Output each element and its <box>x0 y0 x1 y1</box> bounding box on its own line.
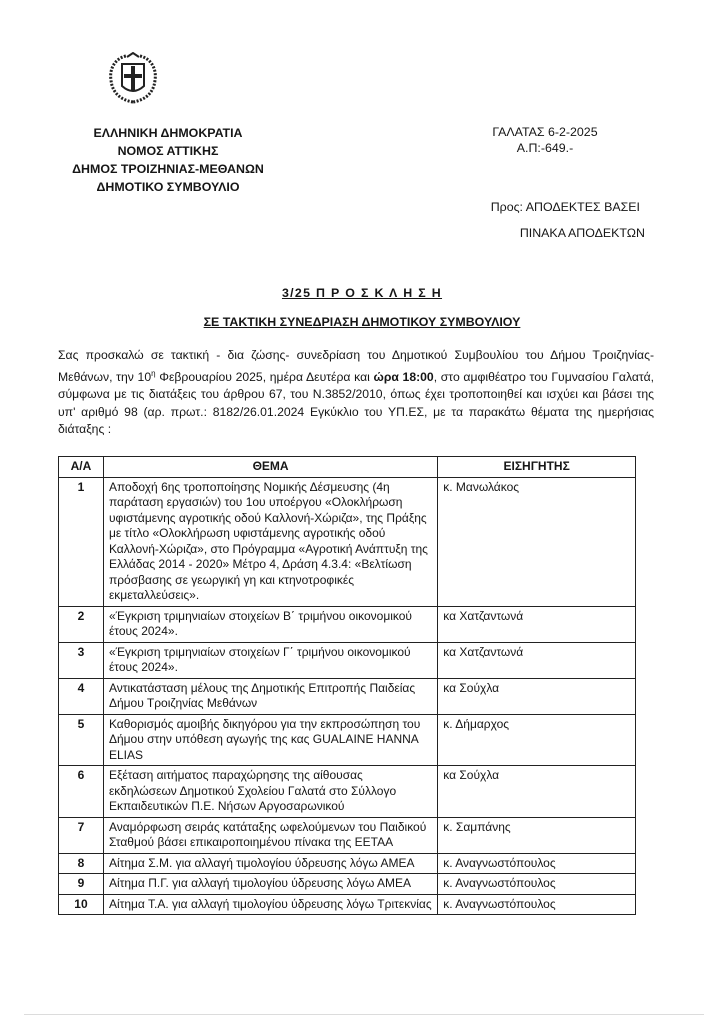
table-row <box>59 678 636 714</box>
item-reporter: κα Σούχλα <box>438 766 636 818</box>
intro-text: , στο αμφιθέατρο του Γυμνασίου Γαλατά, σύμφωνα με τις διατάξεις του άρθρου 67, του Ν.3852/2010, όπως έχει τροποποιηθεί και ισχύει και βάσει της υπ' αριθμό 98 (αρ. πρωτ.: 8182/26.01.2024 Εγκύκλιο του ΥΠ.ΕΣ, με τα παρακάτω θέματα της ημερήσιας διάταξης : <box>58 369 654 437</box>
issuer-line: ΝΟΜΟΣ ΑΤΤΙΚΗΣ <box>117 144 219 158</box>
document-subtitle: ΣΕ ΤΑΚΤΙΚΗ ΣΥΝΕΔΡΙΑΣΗ ΔΗΜΟΤΙΚΟΥ ΣΥΜΒΟΥΛΙΟΥ <box>203 315 521 329</box>
page-edge-divider <box>24 1014 704 1015</box>
item-number: 7 <box>59 817 104 853</box>
item-number: 1 <box>59 477 104 606</box>
column-header-topic: ΘΕΜΑ <box>103 457 437 478</box>
item-reporter: κα Χατζαντωνά <box>438 642 636 678</box>
item-topic: «Έγκριση τριμηνιαίων στοιχείων Β΄ τριμήνου οικονομικού έτους 2024». <box>103 606 437 642</box>
intro-superscript: η <box>151 368 156 378</box>
table-row <box>59 714 636 766</box>
item-reporter: κ. Σαμπάνης <box>438 817 636 853</box>
column-header-number: Α/Α <box>59 457 104 478</box>
item-topic: Αίτημα Π.Γ. για αλλαγή τιμολογίου ύδρευσης λόγω ΑΜΕΑ <box>103 874 437 895</box>
item-number: 5 <box>59 714 104 766</box>
item-number: 3 <box>59 642 104 678</box>
table-row <box>59 766 636 818</box>
table-row <box>59 642 636 678</box>
agenda-table <box>58 456 636 915</box>
item-reporter: κ. Αναγνωστόπουλος <box>438 894 636 915</box>
item-reporter: κ. Αναγνωστόπουλος <box>438 853 636 874</box>
table-row <box>59 894 636 915</box>
recipient-line: Προς: ΑΠΟΔΕΚΤΕΣ ΒΑΣΕΙ <box>490 200 640 214</box>
issuer-line: ΕΛΛΗΝΙΚΗ ΔΗΜΟΚΡΑΤΙΑ <box>93 126 243 140</box>
table-row <box>59 874 636 895</box>
issuer-block <box>58 124 278 196</box>
protocol-number: Α.Π:-649.- <box>516 141 574 155</box>
recipient-line: ΠΙΝΑΚΑ ΑΠΟΔΕΚΤΩΝ <box>519 226 645 240</box>
table-row <box>59 477 636 606</box>
item-topic: Αναμόρφωση σειράς κατάταξης ωφελούμενων του Παιδικού Σταθμού βάσει επικαιροποιημένου πίνακα της ΕΕΤΑΑ <box>103 817 437 853</box>
item-reporter: κ. Αναγνωστόπουλος <box>438 874 636 895</box>
document-title: 3/25 Π Ρ Ο Σ Κ Λ Η Σ Η <box>281 286 443 300</box>
date-line: ΓΑΛΑΤΑΣ 6-2-2025 <box>492 125 598 139</box>
item-topic: Εξέταση αιτήματος παραχώρησης της αίθουσας εκδηλώσεων Δημοτικού Σχολείου Γαλατά στο Σύλλογο Εκπαιδευτικών Π.Ε. Νήσων Αργοσαρωνικού <box>103 766 437 818</box>
item-reporter: κα Σούχλα <box>438 678 636 714</box>
meeting-time: ώρα 18:00 <box>373 369 434 384</box>
item-number: 9 <box>59 874 104 895</box>
intro-paragraph <box>58 347 654 439</box>
intro-text: Σας προσκαλώ σε τακτική - δια ζώσης- συνεδρίαση του Δημοτικού Συμβουλίου του Δήμου Τροιζηνίας-Μεθάνων, την 10 <box>58 348 654 384</box>
issuer-line: ΔΗΜΟΤΙΚΟ ΣΥΜΒΟΥΛΙΟ <box>96 180 240 194</box>
item-number: 10 <box>59 894 104 915</box>
intro-text: Φεβρουαρίου 2025, ημέρα Δευτέρα και <box>155 369 374 384</box>
item-number: 6 <box>59 766 104 818</box>
hellenic-republic-emblem <box>108 52 158 104</box>
table-row <box>59 853 636 874</box>
table-row <box>59 606 636 642</box>
item-topic: Αίτημα Τ.Α. για αλλαγή τιμολογίου ύδρευσης λόγω Τριτεκνίας <box>103 894 437 915</box>
item-topic: Αντικατάσταση μέλους της Δημοτικής Επιτροπής Παιδείας Δήμου Τροιζηνίας Μεθάνων <box>103 678 437 714</box>
item-topic: «Έγκριση τριμηνιαίων στοιχείων Γ΄ τριμήνου οικονομικού έτους 2024». <box>103 642 437 678</box>
item-number: 2 <box>59 606 104 642</box>
item-topic: Αίτημα Σ.Μ. για αλλαγή τιμολογίου ύδρευσης λόγω ΑΜΕΑ <box>103 853 437 874</box>
item-topic: Αποδοχή 6ης τροποποίησης Νομικής Δέσμευσης (4η παράταση εργασιών) του 1ου υποέργου «Ολοκλήρωση υφιστάμενης αγροτικής οδού Καλλονή-Χώριζα», της Πράξης με τίτλο «Ολοκλήρωση υφιστάμενης αγροτικής οδού Καλλονή-Χώριζα», στο Πρόγραμμα «Αγροτική Ανάπτυξη της Ελλάδας 2014 - 2020» Μέτρο 4, Δράση 4.3.4: «Βελτίωση πρόσβασης σε γεωργική γη και κτηνοτροφικές εκμεταλλεύσεις». <box>103 477 437 606</box>
item-number: 4 <box>59 678 104 714</box>
agenda-table-body <box>59 477 636 915</box>
item-reporter: κ. Μανωλάκος <box>438 477 636 606</box>
issuer-line: ΔΗΜΟΣ ΤΡΟΙΖΗΝΙΑΣ-ΜΕΘΑΝΩΝ <box>72 162 264 176</box>
item-number: 8 <box>59 853 104 874</box>
table-row <box>59 817 636 853</box>
table-header-row <box>59 457 636 478</box>
item-reporter: κ. Δήμαρχος <box>438 714 636 766</box>
column-header-reporter: ΕΙΣΗΓΗΤΗΣ <box>438 457 636 478</box>
item-reporter: κα Χατζαντωνά <box>438 606 636 642</box>
item-topic: Καθορισμός αμοιβής δικηγόρου για την εκπροσώπηση του Δήμου στην υπόθεση αγωγής της κας GUALAINE HANNA ELIAS <box>103 714 437 766</box>
reference-block <box>470 124 620 156</box>
